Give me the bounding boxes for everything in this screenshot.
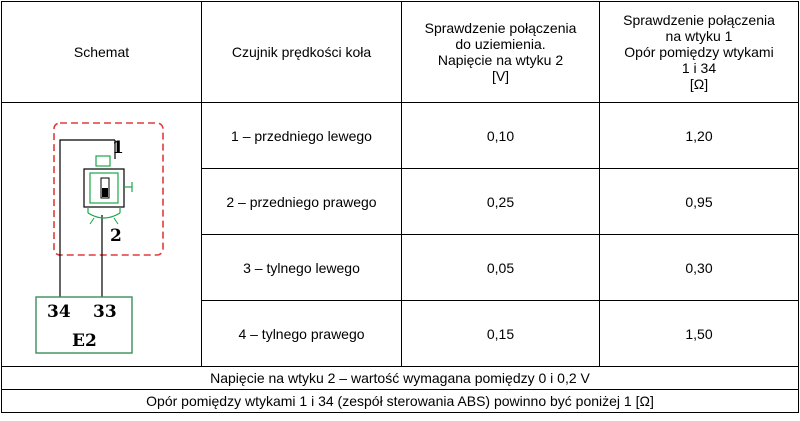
row-1-opor: 1,20 xyxy=(600,103,799,169)
row-4-czujnik: 4 – tylnego prawego xyxy=(202,301,402,367)
wire-pin1 xyxy=(60,140,115,298)
test-table xyxy=(1,1,799,413)
note-resistance: Opór pomiędzy wtykami 1 i 34 (zespół sterowania ABS) powinno być poniżej 1 [Ω] xyxy=(2,390,799,413)
pin-2-label: 2 xyxy=(110,226,122,246)
row-1-czujnik: 1 – przedniego lewego xyxy=(202,103,402,169)
pin-1-label: 1 xyxy=(112,138,124,158)
row-3-czujnik: 3 – tylnego lewego xyxy=(202,235,402,301)
row-2-opor: 0,95 xyxy=(600,169,799,235)
pin-33-label: 33 xyxy=(93,302,117,322)
pin-34-label: 34 xyxy=(47,302,71,322)
note-row xyxy=(2,390,799,413)
note-row xyxy=(2,367,799,390)
header-czujnik: Czujnik prędkości koła xyxy=(202,2,402,103)
wiring-diagram xyxy=(2,103,202,363)
table-row xyxy=(2,103,799,169)
unit-e2-label: E2 xyxy=(72,331,97,351)
row-4-napiecie: 0,15 xyxy=(402,301,600,367)
wheel-sensor-icon xyxy=(84,156,132,224)
row-4-opor: 1,50 xyxy=(600,301,799,367)
row-1-napiecie: 0,10 xyxy=(402,103,600,169)
row-3-opor: 0,30 xyxy=(600,235,799,301)
header-schemat: Schemat xyxy=(2,2,202,103)
row-2-czujnik: 2 – przedniego prawego xyxy=(202,169,402,235)
header-uziemienie: Sprawdzenie połączenia do uziemienia. Napięcie na wtyku 2 [V] xyxy=(402,2,600,103)
row-2-napiecie: 0,25 xyxy=(402,169,600,235)
row-3-napiecie: 0,05 xyxy=(402,235,600,301)
header-row xyxy=(2,2,799,103)
header-opor: Sprawdzenie połączenia na wtyku 1 Opór pomiędzy wtykami 1 i 34 [Ω] xyxy=(600,2,799,103)
schema-cell xyxy=(2,103,202,367)
note-voltage: Napięcie na wtyku 2 – wartość wymagana pomiędzy 0 i 0,2 V xyxy=(2,367,799,390)
